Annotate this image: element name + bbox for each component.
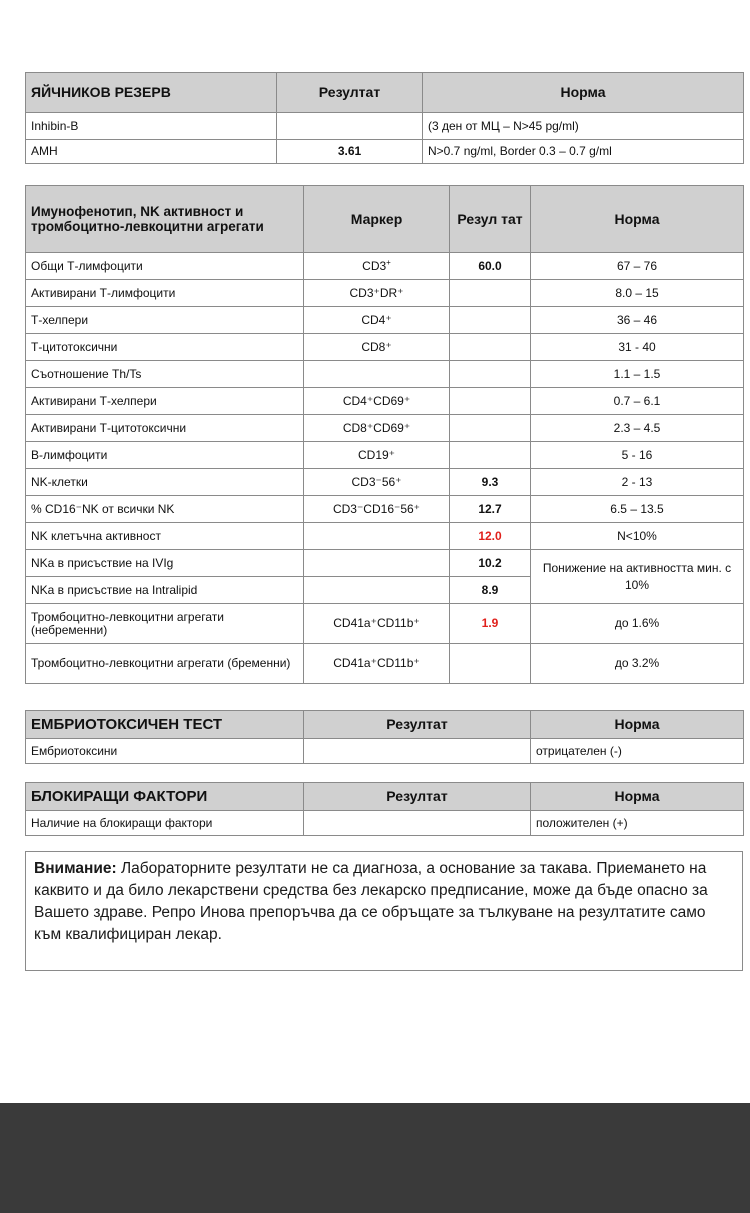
- test-marker: CD41a⁺CD11b⁺: [304, 604, 450, 644]
- test-marker: [304, 361, 450, 388]
- result-header: Резултат: [304, 711, 531, 739]
- test-result: 8.9: [450, 577, 531, 604]
- test-name: NK-клетки: [26, 469, 304, 496]
- test-marker: CD4⁺CD69⁺: [304, 388, 450, 415]
- test-norm: 1.1 – 1.5: [531, 361, 744, 388]
- test-name: Съотношение Th/Ts: [26, 361, 304, 388]
- table-row: [26, 307, 744, 334]
- test-norm: 8.0 – 15: [531, 280, 744, 307]
- test-name: Наличие на блокиращи фактори: [26, 811, 304, 836]
- test-marker: CD8⁺CD69⁺: [304, 415, 450, 442]
- test-marker: [304, 253, 450, 280]
- table-row: [26, 442, 744, 469]
- table-row: [26, 496, 744, 523]
- disclaimer-text: Лабораторните резултати не са диагноза, а основание за такава. Приемането на каквито и да било лекарствени средства без лекарско предписание, може да бъде опасно за Вашето здраве. Репро Инова препоръчва да се обръщате за тълкуване на резултатите само към квалифициран лекар.: [34, 860, 708, 943]
- table-row: [26, 140, 744, 164]
- test-result: 60.0: [450, 253, 531, 280]
- immunophenotype-table: [25, 185, 744, 684]
- test-name: Inhibin-B: [26, 113, 277, 140]
- table-row: [26, 811, 744, 836]
- table-row: [26, 550, 744, 577]
- test-result: [450, 280, 531, 307]
- test-name: Т-хелпери: [26, 307, 304, 334]
- test-marker: CD19⁺: [304, 442, 450, 469]
- table-header-row: [26, 186, 744, 253]
- blocking-factors-table: [25, 782, 744, 836]
- test-result: [450, 415, 531, 442]
- table-row: [26, 469, 744, 496]
- ovarian-reserve-table: [25, 72, 744, 164]
- test-result-flagged: 12.0: [450, 523, 531, 550]
- test-marker: CD3⁺DR⁺: [304, 280, 450, 307]
- test-result: [450, 307, 531, 334]
- table-row: [26, 415, 744, 442]
- test-name: Активирани Т-лимфоцити: [26, 280, 304, 307]
- test-marker: CD3⁻CD16⁻56⁺: [304, 496, 450, 523]
- norm-header: Норма: [531, 186, 744, 253]
- table-header-row: [26, 783, 744, 811]
- test-norm: до 1.6%: [531, 604, 744, 644]
- norm-header: Норма: [423, 73, 744, 113]
- table-row: [26, 604, 744, 644]
- table-row: [26, 113, 744, 140]
- test-norm: до 3.2%: [531, 644, 744, 684]
- test-result-flagged: 1.9: [450, 604, 531, 644]
- test-result: 12.7: [450, 496, 531, 523]
- norm-header: Норма: [531, 783, 744, 811]
- disclaimer-note: [25, 851, 743, 971]
- test-result: 10.2: [450, 550, 531, 577]
- test-norm: положителен (+): [531, 811, 744, 836]
- test-norm: 2 - 13: [531, 469, 744, 496]
- table-row: [26, 280, 744, 307]
- test-marker: CD41a⁺CD11b⁺: [304, 644, 450, 684]
- table-row: [26, 253, 744, 280]
- test-name: Активирани Т-цитотоксични: [26, 415, 304, 442]
- blocking-title: БЛОКИРАЩИ ФАКТОРИ: [26, 783, 304, 811]
- norm-header: Норма: [531, 711, 744, 739]
- test-name: NK клетъчна активност: [26, 523, 304, 550]
- test-norm: отрицателен (-): [531, 739, 744, 764]
- embryotoxic-table: [25, 710, 744, 764]
- test-name: NKa в присъствие на Intralipid: [26, 577, 304, 604]
- test-result: [450, 388, 531, 415]
- test-result: [304, 739, 531, 764]
- disclaimer-label: Внимание:: [34, 860, 117, 877]
- result-header: Резултат: [304, 783, 531, 811]
- test-name: Активирани Т-хелпери: [26, 388, 304, 415]
- test-norm: N>0.7 ng/ml, Border 0.3 – 0.7 g/ml: [423, 140, 744, 164]
- result-header: Резултат: [277, 73, 423, 113]
- test-name: Общи Т-лимфоцити: [26, 253, 304, 280]
- test-norm: 2.3 – 4.5: [531, 415, 744, 442]
- footer-band: [0, 1103, 750, 1213]
- test-marker: CD8⁺: [304, 334, 450, 361]
- test-result: [304, 811, 531, 836]
- test-norm: Понижение на активността мин. с 10%: [531, 550, 744, 604]
- test-name: В-лимфоцити: [26, 442, 304, 469]
- table-row: [26, 739, 744, 764]
- test-marker: [304, 523, 450, 550]
- test-result: [450, 442, 531, 469]
- test-name: NKa в присъствие на IVIg: [26, 550, 304, 577]
- test-result: 9.3: [450, 469, 531, 496]
- test-norm: 36 – 46: [531, 307, 744, 334]
- test-marker: [304, 550, 450, 577]
- test-norm: 5 - 16: [531, 442, 744, 469]
- test-result: [450, 334, 531, 361]
- table-row: [26, 388, 744, 415]
- test-result: [277, 113, 423, 140]
- test-name: Ембриотоксини: [26, 739, 304, 764]
- test-norm: 6.5 – 13.5: [531, 496, 744, 523]
- ovarian-title: ЯЙЧНИКОВ РЕЗЕРВ: [26, 73, 277, 113]
- test-norm: (3 ден от МЦ – N>45 pg/ml): [423, 113, 744, 140]
- marker-superscript: +: [386, 257, 391, 267]
- test-norm: 31 - 40: [531, 334, 744, 361]
- marker-header: Маркер: [304, 186, 450, 253]
- test-result: 3.61: [277, 140, 423, 164]
- test-norm: N<10%: [531, 523, 744, 550]
- table-row: [26, 644, 744, 684]
- test-name: Т-цитотоксични: [26, 334, 304, 361]
- test-name: AMH: [26, 140, 277, 164]
- test-marker: CD3⁻56⁺: [304, 469, 450, 496]
- table-row: [26, 523, 744, 550]
- test-name: Тромбоцитно-левкоцитни агрегати (бременни): [26, 644, 304, 684]
- test-norm: 0.7 – 6.1: [531, 388, 744, 415]
- table-header-row: [26, 711, 744, 739]
- test-marker: [304, 577, 450, 604]
- table-row: [26, 361, 744, 388]
- test-result: [450, 361, 531, 388]
- immuno-title: Имунофенотип, NK активност и тромбоцитно-левкоцитни агрегати: [26, 186, 304, 253]
- test-norm: 67 – 76: [531, 253, 744, 280]
- table-header-row: [26, 73, 744, 113]
- marker-text: CD3: [362, 258, 387, 273]
- result-header: Резул тат: [450, 186, 531, 253]
- test-name: Тромбоцитно-левкоцитни агрегати (небременни): [26, 604, 304, 644]
- table-row: [26, 334, 744, 361]
- embryo-title: ЕМБРИОТОКСИЧЕН ТЕСТ: [26, 711, 304, 739]
- test-marker: CD4⁺: [304, 307, 450, 334]
- test-name: % CD16⁻NK от всички NK: [26, 496, 304, 523]
- test-result: [450, 644, 531, 684]
